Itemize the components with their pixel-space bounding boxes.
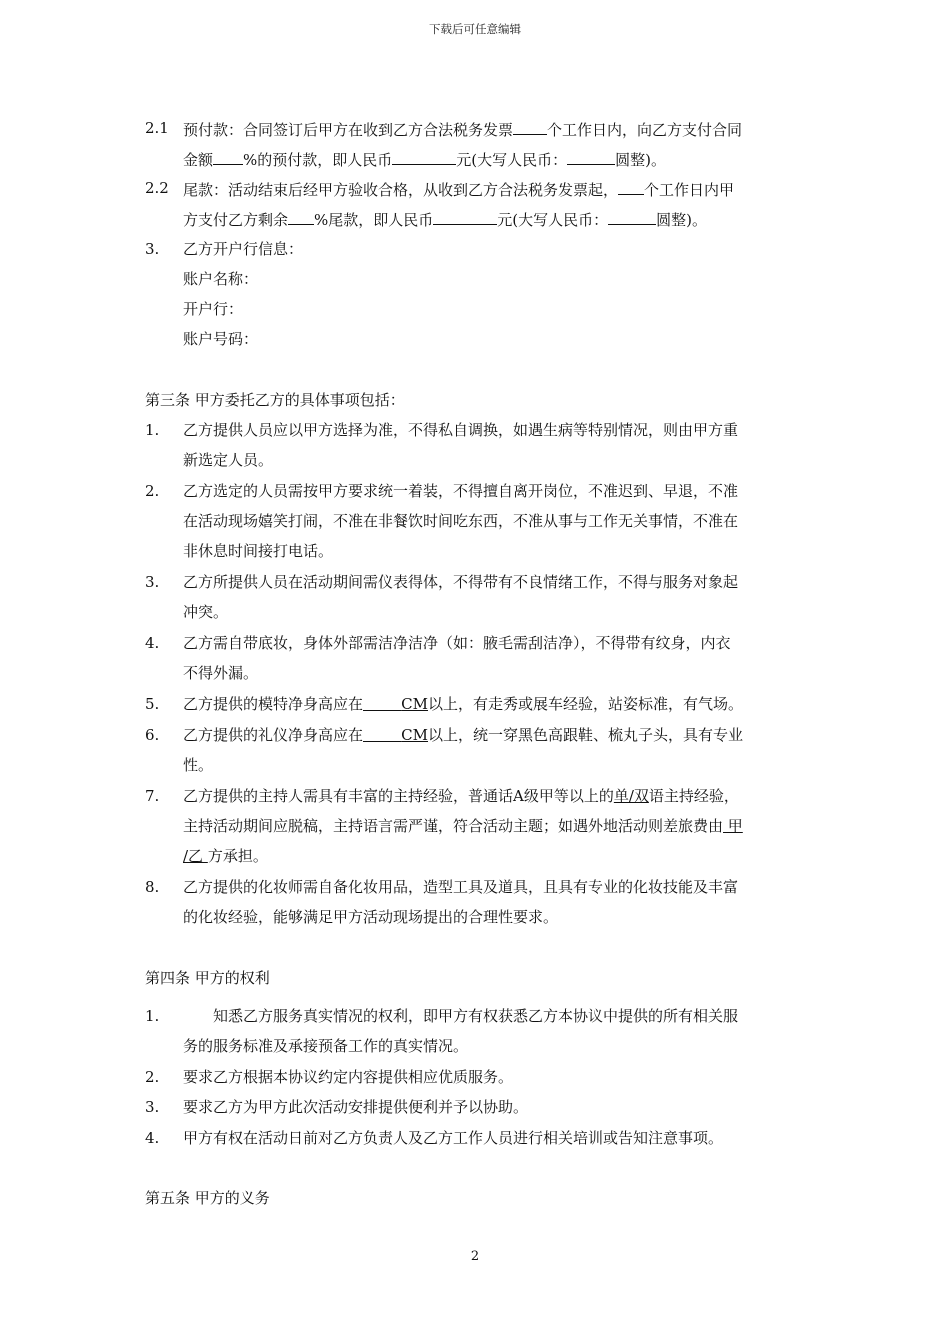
list-item-line: 乙方提供的化妆师需自备化妆用品，造型工具及道具，且具有专业的化妆技能及丰富 (183, 878, 739, 896)
blank-field (433, 208, 497, 225)
account-name-label: 账户名称： (183, 270, 259, 288)
list-number: 3. (145, 573, 160, 591)
blank-field (513, 118, 547, 135)
list-item-line: 甲方有权在活动日前对乙方负责人及乙方工作人员进行相关培训或告知注意事项。 (183, 1129, 724, 1147)
list-number: 7. (145, 787, 160, 805)
list-item-line: 乙方提供人员应以甲方选择为准，不得私自调换，如遇生病等特别情况，则由甲方重 (183, 421, 739, 439)
bank-info-heading: 乙方开户行信息： (183, 240, 304, 258)
list-number: 2. (145, 1068, 160, 1086)
clause-text: 方支付乙方剩余 (183, 211, 289, 229)
list-number: 1. (145, 1007, 160, 1025)
article-3-heading: 第三条 甲方委托乙方的具体事项包括： (145, 391, 405, 409)
underlined-text: 单/双 (613, 787, 649, 805)
list-number: 1. (145, 421, 160, 439)
list-item-line: 冲突。 (183, 603, 229, 621)
clause-text: 乙方提供的礼仪净身高应在 (183, 726, 364, 744)
blank-field (608, 208, 656, 225)
list-item-line: 乙方所提供人员在活动期间需仪表得体，不得带有不良情绪工作，不得与服务对象起 (183, 573, 739, 591)
clause-text: 圆整)。 (615, 151, 666, 169)
list-item-line: 要求乙方为甲方此次活动安排提供便利并予以协助。 (183, 1098, 529, 1116)
clause-text: 元(大写人民币： (456, 151, 568, 169)
list-item-line: 的化妆经验，能够满足甲方活动现场提出的合理性要求。 (183, 908, 559, 926)
list-item-line: 在活动现场嬉笑打闹，不准在非餐饮时间吃东西，不准从事与工作无关事情，不准在 (183, 512, 739, 530)
clause-text: 乙方提供的模特净身高应在 (183, 695, 364, 713)
clause-text: 主持活动期间应脱稿，主持语言需严谨，符合活动主题；如遇外地活动则差旅费由 (183, 817, 724, 835)
blank-field (288, 208, 314, 225)
list-item-line: 乙方选定的人员需按甲方要求统一着装，不得擅自离开岗位，不准迟到、早退，不准 (183, 482, 739, 500)
header-note: 下载后可任意编辑 (429, 22, 521, 36)
list-number: 2. (145, 482, 160, 500)
underlined-text: 甲 (723, 817, 743, 835)
list-item-line (183, 725, 743, 745)
clause-2-2-line-2 (183, 208, 707, 230)
page-number: 2 (470, 1249, 480, 1264)
list-number: 4. (145, 634, 160, 652)
unit-text: CM (401, 726, 429, 744)
clause-text: 个工作日内甲 (644, 181, 735, 199)
underlined-text: /乙 (183, 847, 208, 865)
article-5-heading: 第五条 甲方的义务 (145, 1189, 270, 1207)
list-number: 3. (145, 1098, 160, 1116)
list-item-line: 知悉乙方服务真实情况的权利，即甲方有权获悉乙方本协议中提供的所有相关服 (213, 1007, 739, 1025)
list-number: 6. (145, 726, 160, 744)
clause-text: 语主持经验， (648, 787, 739, 805)
list-item-line: 新选定人员。 (183, 451, 274, 469)
clause-text: 方承担。 (207, 847, 268, 865)
blank-field (213, 148, 243, 165)
clause-text: 以上，统一穿黑色高跟鞋、梳丸子头，具有专业 (428, 726, 744, 744)
clause-2-1-line-1 (183, 118, 742, 140)
underlined-blank (363, 726, 428, 744)
clause-2-2-line-1 (183, 178, 734, 200)
bank-label: 开户行： (183, 300, 244, 318)
list-number: 4. (145, 1129, 160, 1147)
list-item-line: 性。 (183, 756, 214, 774)
list-item-line (183, 786, 739, 806)
list-number: 8. (145, 878, 160, 896)
underlined-blank (363, 695, 428, 713)
clause-number: 2.1 (145, 119, 169, 137)
clause-text: 乙方提供的主持人需具有丰富的主持经验，普通话A级甲等以上的 (183, 787, 614, 805)
clause-text: 尾款：活动结束后经甲方验收合格，从收到乙方合法税务发票起， (183, 181, 619, 199)
clause-number: 2.2 (145, 179, 169, 197)
clause-2-1-line-2 (183, 148, 666, 170)
list-item-line: 乙方需自带底妆，身体外部需洁净洁净（如：腋毛需刮洁净），不得带有纹身，内衣 (183, 634, 731, 652)
list-item-line (183, 846, 268, 866)
clause-text: 以上，有走秀或展车经验，站姿标准，有气场。 (428, 695, 744, 713)
list-item-line: 不得外漏。 (183, 664, 259, 682)
list-number: 5. (145, 695, 160, 713)
article-4-heading: 第四条 甲方的权利 (145, 969, 270, 987)
clause-number: 3. (145, 240, 160, 258)
blank-field (567, 148, 615, 165)
clause-text: %的预付款，即人民币 (243, 151, 393, 169)
clause-text: 金额 (183, 151, 214, 169)
clause-text: %尾款，即人民币 (314, 211, 434, 229)
clause-text: 圆整)。 (656, 211, 707, 229)
list-item-line: 要求乙方根据本协议约定内容提供相应优质服务。 (183, 1068, 514, 1086)
list-item-line (183, 694, 743, 714)
list-item-line (183, 816, 743, 836)
list-item-line: 务的服务标准及承接预备工作的真实情况。 (183, 1037, 469, 1055)
clause-text: 个工作日内，向乙方支付合同 (547, 121, 743, 139)
clause-text: 预付款：合同签订后甲方在收到乙方合法税务发票 (183, 121, 514, 139)
unit-text: CM (401, 695, 429, 713)
account-number-label: 账户号码： (183, 330, 259, 348)
blank-field (392, 148, 456, 165)
list-item-line: 非休息时间接打电话。 (183, 542, 334, 560)
clause-text: 元(大写人民币： (497, 211, 609, 229)
blank-field (618, 178, 644, 195)
